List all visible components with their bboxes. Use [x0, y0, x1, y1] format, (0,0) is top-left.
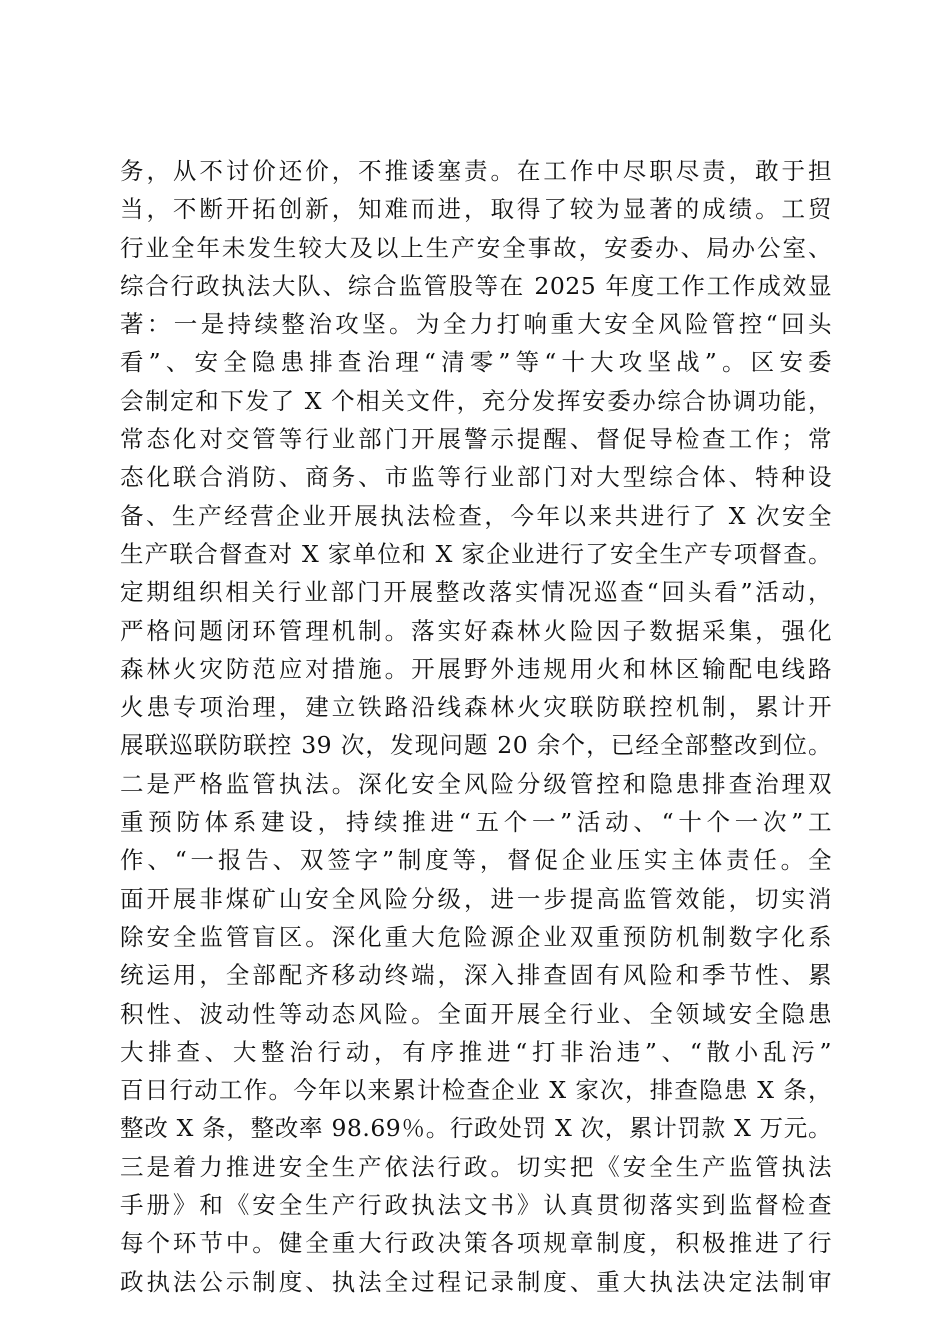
text-line: 生产联合督查对 X 家单位和 X 家企业进行了安全生产专项督查。 — [120, 539, 832, 568]
text-line: 当，不断开拓创新，知难而进，取得了较为显著的成绩。工贸 — [120, 195, 832, 224]
text-line: 展联巡联防联控 39 次，发现问题 20 余个，已经全部整改到位。 — [120, 731, 832, 760]
text-line: 森林火灾防范应对措施。开展野外违规用火和林区输配电线路 — [120, 654, 832, 683]
text-line: 严格问题闭环管理机制。落实好森林火险因子数据采集，强化 — [120, 616, 832, 645]
text-line: 行业全年未发生较大及以上生产安全事故，安委办、局办公室、 — [120, 233, 832, 262]
text-line: 会制定和下发了 X 个相关文件，充分发挥安委办综合协调功能， — [120, 386, 832, 415]
text-line: 大排查、大整治行动，有序推进“打非治违”、“散小乱污” — [120, 1037, 832, 1066]
text-line: 除安全监管盲区。深化重大危险源企业双重预防机制数字化系 — [120, 922, 832, 951]
text-line: 统运用，全部配齐移动终端，深入排查固有风险和季节性、累 — [120, 961, 832, 990]
text-line: 积性、波动性等动态风险。全面开展全行业、全领域安全隐患 — [120, 999, 832, 1028]
text-line: 每个环节中。健全重大行政决策各项规章制度，积极推进了行 — [120, 1229, 832, 1258]
text-line: 火患专项治理，建立铁路沿线森林火灾联防联控机制，累计开 — [120, 693, 832, 722]
text-line: 著：一是持续整治攻坚。为全力打响重大安全风险管控“回头 — [120, 310, 832, 339]
text-line: 态化联合消防、商务、市监等行业部门对大型综合体、特种设 — [120, 463, 832, 492]
text-line: 看”、安全隐患排查治理“清零”等“十大攻坚战”。区安委 — [120, 348, 832, 377]
text-line: 三是着力推进安全生产依法行政。切实把《安全生产监管执法 — [120, 1152, 832, 1181]
text-line: 综合行政执法大队、综合监管股等在 2025 年度工作工作成效显 — [120, 271, 832, 300]
text-line: 重预防体系建设，持续推进“五个一”活动、“十个一次”工 — [120, 808, 832, 837]
text-line: 二是严格监管执法。深化安全风险分级管控和隐患排查治理双 — [120, 769, 832, 798]
text-line: 常态化对交管等行业部门开展警示提醒、督促导检查工作；常 — [120, 425, 832, 454]
text-line: 务，从不讨价还价，不推诿塞责。在工作中尽职尽责，敢于担 — [120, 157, 832, 185]
text-line: 作、“一报告、双签字”制度等，督促企业压实主体责任。全 — [120, 846, 832, 875]
body-text — [120, 152, 832, 1301]
text-line: 定期组织相关行业部门开展整改落实情况巡查“回头看”活动， — [120, 578, 832, 607]
text-line: 备、生产经营企业开展执法检查，今年以来共进行了 X 次安全 — [120, 501, 832, 530]
text-line: 百日行动工作。今年以来累计检查企业 X 家次，排查隐患 X 条， — [120, 1076, 832, 1105]
text-line: 手册》和《安全生产行政执法文书》认真贯彻落实到监督检查 — [120, 1191, 832, 1220]
text-line: 整改 X 条，整改率 98.69％。行政处罚 X 次，累计罚款 X 万元。 — [120, 1114, 832, 1143]
text-line: 政执法公示制度、执法全过程记录制度、重大执法决定法制审 — [120, 1267, 832, 1296]
text-line: 面开展非煤矿山安全风险分级，进一步提高监管效能，切实消 — [120, 884, 832, 913]
